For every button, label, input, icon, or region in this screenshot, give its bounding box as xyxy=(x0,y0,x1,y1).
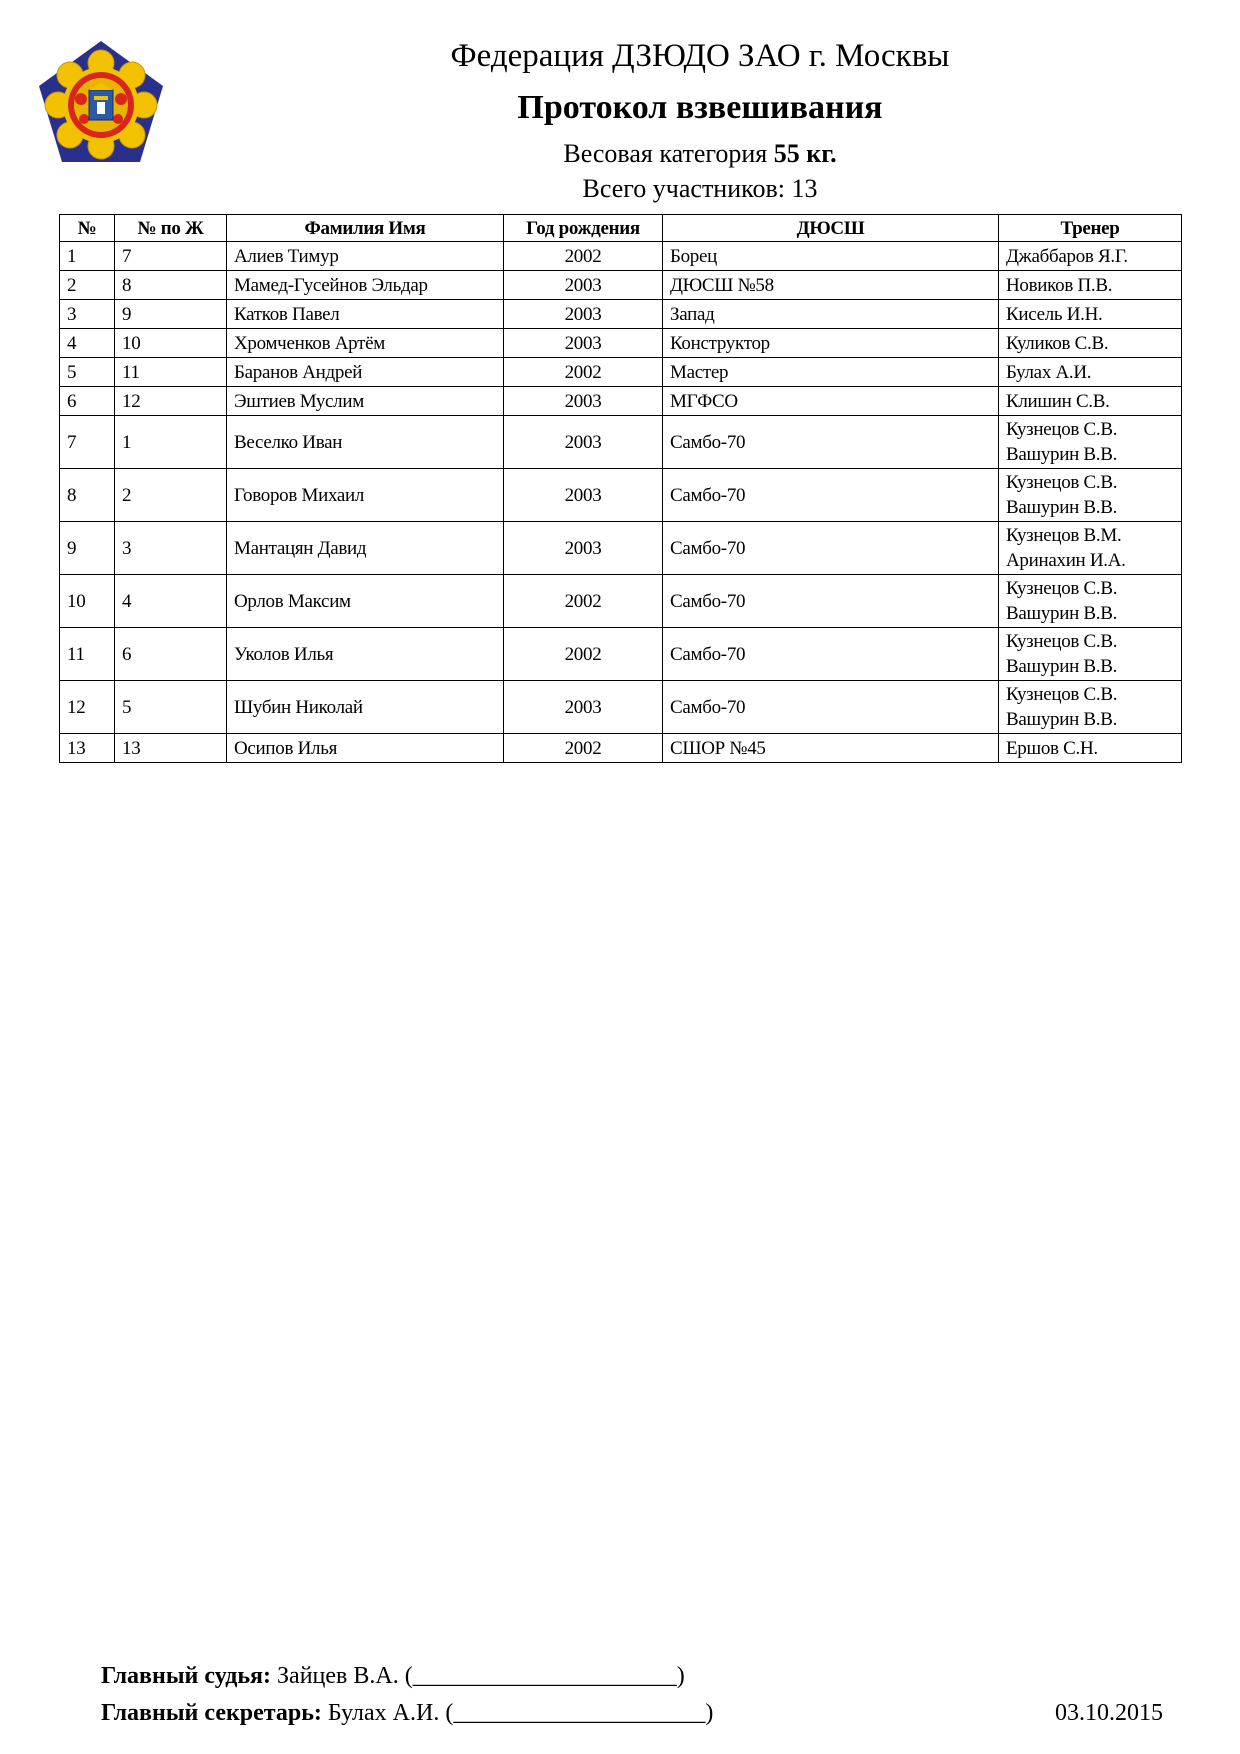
coach-primary: Кисель И.Н. xyxy=(1006,303,1103,325)
cell-coach xyxy=(999,329,1182,358)
cell-number: 6 xyxy=(60,387,115,416)
coach-primary: Кузнецов С.В. xyxy=(1006,578,1118,599)
table-row xyxy=(60,387,1182,416)
chief-secretary-label: Главный секретарь: xyxy=(101,1700,322,1726)
table-row xyxy=(60,300,1182,329)
cell-name: Осипов Илья xyxy=(227,734,504,763)
total-value: 13 xyxy=(791,174,818,203)
coach-secondary: Аринахин И.А. xyxy=(1006,550,1126,571)
cell-draw: 11 xyxy=(115,358,227,387)
table-row xyxy=(60,681,1182,734)
coach-primary: Кузнецов С.В. xyxy=(1006,419,1118,440)
table-row xyxy=(60,358,1182,387)
cell-school: Конструктор xyxy=(663,329,999,358)
cell-draw: 6 xyxy=(115,628,227,681)
cell-year: 2003 xyxy=(504,469,663,522)
coach-primary: Куликов С.В. xyxy=(1006,332,1109,354)
cell-draw: 12 xyxy=(115,387,227,416)
coach-primary: Кузнецов С.В. xyxy=(1006,631,1118,652)
cell-coach xyxy=(999,416,1182,469)
cell-coach xyxy=(999,628,1182,681)
cell-coach xyxy=(999,387,1182,416)
federation-title: Федерация ДЗЮДО ЗАО г. Москвы xyxy=(450,38,950,74)
cell-number: 13 xyxy=(60,734,115,763)
cell-coach xyxy=(999,469,1182,522)
cell-draw: 9 xyxy=(115,300,227,329)
table-row xyxy=(60,242,1182,271)
cell-draw: 1 xyxy=(115,416,227,469)
cell-school: Борец xyxy=(663,242,999,271)
cell-year: 2003 xyxy=(504,681,663,734)
coach-primary: Джаббаров Я.Г. xyxy=(1006,245,1128,267)
table-row xyxy=(60,575,1182,628)
cell-year: 2002 xyxy=(504,242,663,271)
cell-name: Говоров Михаил xyxy=(227,469,504,522)
col-header-year: Год рождения xyxy=(504,215,663,242)
cell-year: 2003 xyxy=(504,416,663,469)
cell-school: Самбо-70 xyxy=(663,628,999,681)
document-date: 03.10.2015 xyxy=(1055,1700,1163,1726)
cell-name: Эштиев Муслим xyxy=(227,387,504,416)
chief-secretary-name: Булах А.И. (_____________________) xyxy=(327,1700,714,1726)
cell-year: 2002 xyxy=(504,358,663,387)
cell-school: МГФСО xyxy=(663,387,999,416)
weight-category xyxy=(380,136,1020,172)
cell-draw: 8 xyxy=(115,271,227,300)
federation-emblem-icon xyxy=(36,39,166,165)
table-body xyxy=(60,242,1182,763)
cell-number: 5 xyxy=(60,358,115,387)
cell-name: Баранов Андрей xyxy=(227,358,504,387)
coach-secondary: Вашурин В.В. xyxy=(1006,497,1118,518)
col-header-number: № xyxy=(60,215,115,242)
cell-year: 2003 xyxy=(504,329,663,358)
cell-school: Самбо-70 xyxy=(663,416,999,469)
table-row xyxy=(60,329,1182,358)
cell-name: Мамед-Гусейнов Эльдар xyxy=(227,271,504,300)
weight-value: 55 кг. xyxy=(773,139,837,168)
chief-secretary-line xyxy=(101,1697,713,1729)
cell-number: 4 xyxy=(60,329,115,358)
coach-primary: Клишин С.В. xyxy=(1006,390,1110,412)
cell-coach xyxy=(999,522,1182,575)
weigh-in-table xyxy=(59,214,1182,763)
coach-primary: Ершов С.Н. xyxy=(1006,737,1098,759)
cell-number: 8 xyxy=(60,469,115,522)
cell-draw: 2 xyxy=(115,469,227,522)
cell-year: 2002 xyxy=(504,628,663,681)
coach-secondary: Вашурин В.В. xyxy=(1006,603,1118,624)
cell-school: Самбо-70 xyxy=(663,681,999,734)
cell-draw: 13 xyxy=(115,734,227,763)
cell-name: Уколов Илья xyxy=(227,628,504,681)
cell-year: 2003 xyxy=(504,522,663,575)
cell-school: СШОР №45 xyxy=(663,734,999,763)
cell-coach xyxy=(999,358,1182,387)
weight-label: Весовая категория xyxy=(563,139,768,168)
coach-primary: Кузнецов В.М. xyxy=(1006,525,1122,546)
cell-school: Самбо-70 xyxy=(663,575,999,628)
cell-coach xyxy=(999,734,1182,763)
coach-primary: Кузнецов С.В. xyxy=(1006,684,1118,705)
cell-number: 11 xyxy=(60,628,115,681)
cell-coach xyxy=(999,681,1182,734)
cell-draw: 3 xyxy=(115,522,227,575)
table-row xyxy=(60,522,1182,575)
cell-coach xyxy=(999,271,1182,300)
cell-year: 2003 xyxy=(504,387,663,416)
cell-name: Мантацян Давид xyxy=(227,522,504,575)
participants-total xyxy=(380,171,1020,207)
cell-year: 2003 xyxy=(504,271,663,300)
cell-coach xyxy=(999,575,1182,628)
col-header-school: ДЮСШ xyxy=(663,215,999,242)
chief-judge-label: Главный судья: xyxy=(101,1663,272,1689)
chief-judge-line xyxy=(101,1660,685,1692)
cell-number: 12 xyxy=(60,681,115,734)
total-label: Всего участников: xyxy=(582,174,785,203)
coach-primary: Новиков П.В. xyxy=(1006,274,1113,296)
table-row xyxy=(60,469,1182,522)
cell-name: Хромченков Артём xyxy=(227,329,504,358)
cell-year: 2003 xyxy=(504,300,663,329)
cell-school: Самбо-70 xyxy=(663,522,999,575)
cell-school: ДЮСШ №58 xyxy=(663,271,999,300)
col-header-draw: № по Ж xyxy=(115,215,227,242)
cell-draw: 10 xyxy=(115,329,227,358)
cell-school: Самбо-70 xyxy=(663,469,999,522)
cell-name: Веселко Иван xyxy=(227,416,504,469)
table-row xyxy=(60,416,1182,469)
table-row xyxy=(60,734,1182,763)
page-title: Протокол взвешивания xyxy=(517,89,883,126)
cell-number: 1 xyxy=(60,242,115,271)
col-header-name: Фамилия Имя xyxy=(227,215,504,242)
cell-school: Запад xyxy=(663,300,999,329)
cell-year: 2002 xyxy=(504,575,663,628)
cell-draw: 5 xyxy=(115,681,227,734)
table-row xyxy=(60,271,1182,300)
cell-number: 7 xyxy=(60,416,115,469)
coach-secondary: Вашурин В.В. xyxy=(1006,444,1118,465)
chief-judge-name: Зайцев В.А. (______________________) xyxy=(277,1663,685,1689)
cell-coach xyxy=(999,242,1182,271)
cell-draw: 7 xyxy=(115,242,227,271)
cell-year: 2002 xyxy=(504,734,663,763)
coach-primary: Булах А.И. xyxy=(1006,361,1092,383)
cell-name: Катков Павел xyxy=(227,300,504,329)
cell-name: Орлов Максим xyxy=(227,575,504,628)
col-header-coach: Тренер xyxy=(999,215,1182,242)
cell-coach xyxy=(999,300,1182,329)
table-row xyxy=(60,628,1182,681)
cell-number: 9 xyxy=(60,522,115,575)
cell-number: 2 xyxy=(60,271,115,300)
cell-number: 10 xyxy=(60,575,115,628)
cell-name: Алиев Тимур xyxy=(227,242,504,271)
coach-secondary: Вашурин В.В. xyxy=(1006,709,1118,730)
coach-secondary: Вашурин В.В. xyxy=(1006,656,1118,677)
coach-primary: Кузнецов С.В. xyxy=(1006,472,1118,493)
cell-number: 3 xyxy=(60,300,115,329)
table-header-row xyxy=(60,215,1182,242)
cell-school: Мастер xyxy=(663,358,999,387)
cell-draw: 4 xyxy=(115,575,227,628)
cell-name: Шубин Николай xyxy=(227,681,504,734)
